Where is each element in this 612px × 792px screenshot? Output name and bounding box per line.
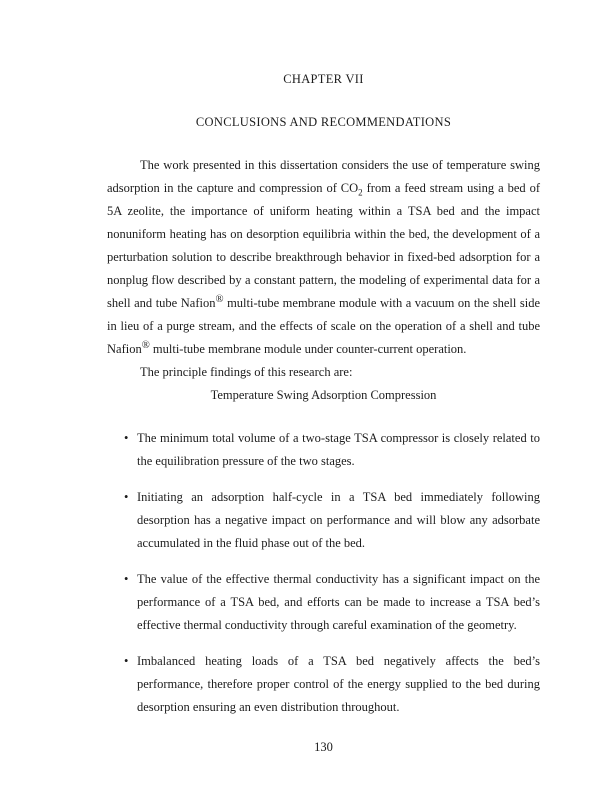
list-item <box>107 568 540 637</box>
chapter-heading: CHAPTER VII <box>283 72 364 86</box>
page-number: 130 <box>314 740 333 754</box>
section-heading: Temperature Swing Adsorption Compression <box>210 388 437 402</box>
list-item-text: Initiating an adsorption half-cycle in a TSA bed immediately following desorption has a negative impact on performance and will blow any adsorbate accumulated in the fluid phase out of the bed. <box>137 490 540 550</box>
findings-list <box>107 427 540 719</box>
chapter-title: CONCLUSIONS AND RECOMMENDATIONS <box>195 115 452 129</box>
list-item <box>107 486 540 555</box>
bullet-icon: • <box>124 572 129 586</box>
bullet-icon: • <box>124 431 129 445</box>
bullet-icon: • <box>124 654 129 668</box>
findings-lead: The principle findings of this research are: <box>140 365 353 379</box>
list-item <box>107 427 540 473</box>
bullet-icon: • <box>124 490 129 504</box>
list-item-text: The value of the effective thermal conductivity has a significant impact on the performance of a TSA bed, and efforts can be made to increase a TSA bed’s effective thermal conductivity through careful examination of the geometry. <box>137 572 540 632</box>
list-item-text: The minimum total volume of a two-stage TSA compressor is closely related to the equilibration pressure of the two stages. <box>137 431 540 468</box>
list-item <box>107 650 540 719</box>
intro-paragraph: The work presented in this dissertation considers the use of temperature swing adsorption in the capture and compression of $CO_2$ from a feed stream using a bed of 5A zeolite, the importance of uniform heating within a TSA bed and the impact nonuniform heating has on desorption equilibria within the bed, the development of a perturbation solution to describe breakthrough behavior in fixed-bed adsorption for a nonplug flow described by a constant pattern, the modeling of experimental data for a shell and tube Nafion® multi-tube membrane module with a vacuum on the shell side in lieu of a purge stream, and the effects of scale on the operation of a shell and tube Nafion® multi-tube membrane module under counter-current operation. <box>107 158 541 356</box>
list-item-text: Imbalanced heating loads of a TSA bed negatively affects the bed’s performance, therefore proper control of the energy supplied to the bed during desorption ensuring an even distribution throughout. <box>137 654 540 714</box>
